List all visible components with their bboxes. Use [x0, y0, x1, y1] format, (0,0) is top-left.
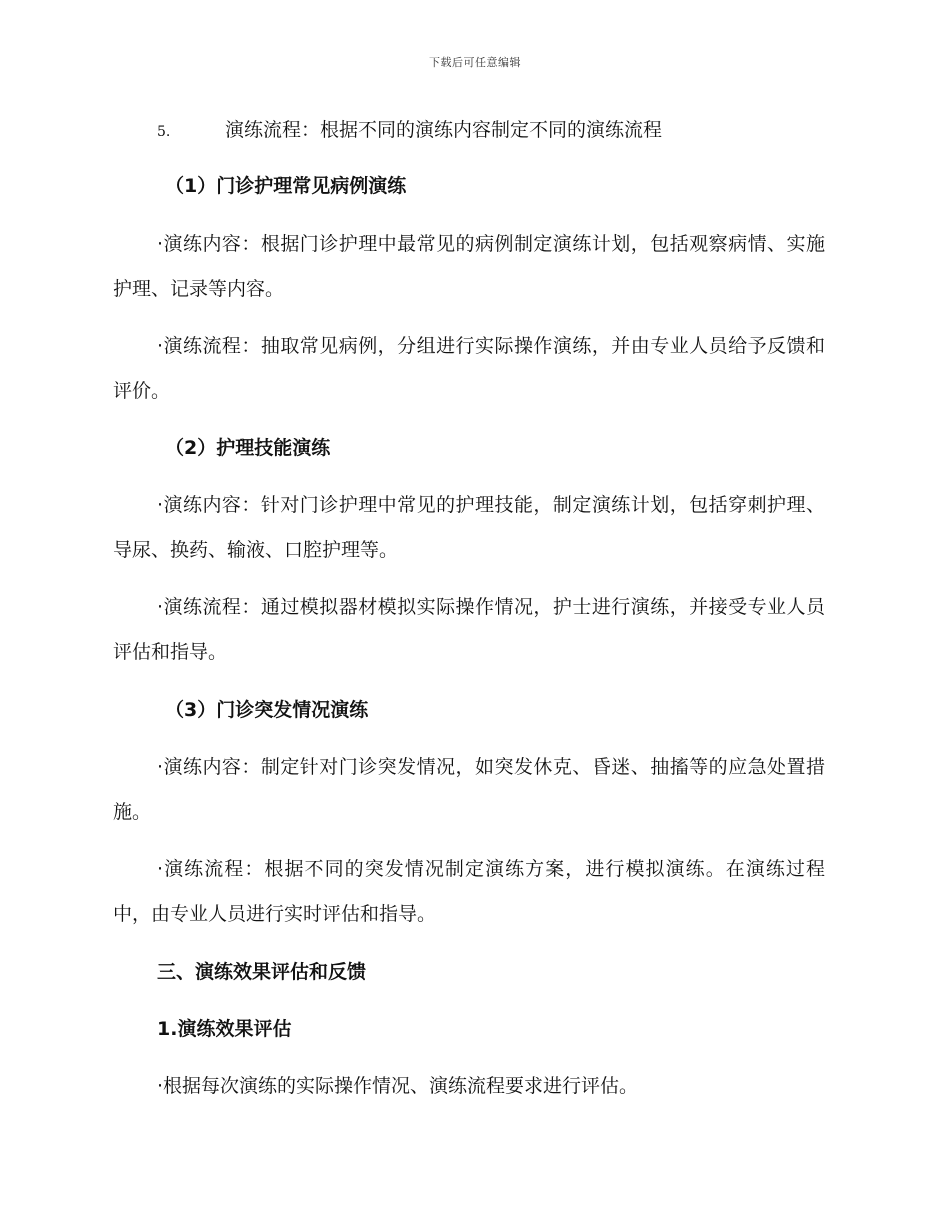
paragraph-drill-process-1: ·演练流程：抽取常见病例，分组进行实际操作演练，并由专业人员给予反馈和评价。 [113, 335, 825, 402]
subheading-emergency: （3）门诊突发情况演练 [165, 699, 369, 721]
subheading-nursing-skills: （2）护理技能演练 [165, 437, 331, 459]
paragraph-drill-content-3: ·演练内容：制定针对门诊突发情况，如突发休克、昏迷、抽搐等的应急处置措施。 [113, 756, 825, 823]
paragraph-evaluation: ·根据每次演练的实际操作情况、演练流程要求进行评估。 [157, 1075, 639, 1097]
item-text: 演练流程：根据不同的演练内容制定不同的演练流程 [225, 119, 663, 141]
page-header: 下载后可任意编辑 [429, 56, 521, 69]
numbered-item-5 [113, 116, 825, 146]
item-number: 5. [157, 124, 171, 140]
section-heading-evaluation: 三、演练效果评估和反馈 [157, 961, 367, 983]
paragraph-drill-content-2: ·演练内容：针对门诊护理中常见的护理技能，制定演练计划，包括穿刺护理、导尿、换药、输液、口腔护理等。 [113, 494, 825, 561]
paragraph-drill-process-2: ·演练流程：通过模拟器材模拟实际操作情况，护士进行演练，并接受专业人员评估和指导。 [113, 596, 825, 663]
subheading-effect-evaluation: 1.演练效果评估 [157, 1018, 292, 1040]
paragraph-drill-process-3: ·演练流程：根据不同的突发情况制定演练方案，进行模拟演练。在演练过程中，由专业人员进行实时评估和指导。 [113, 858, 825, 925]
subheading-outpatient-cases: （1）门诊护理常见病例演练 [165, 175, 407, 197]
paragraph-drill-content-1: ·演练内容：根据门诊护理中最常见的病例制定演练计划，包括观察病情、实施护理、记录等内容。 [113, 233, 825, 300]
